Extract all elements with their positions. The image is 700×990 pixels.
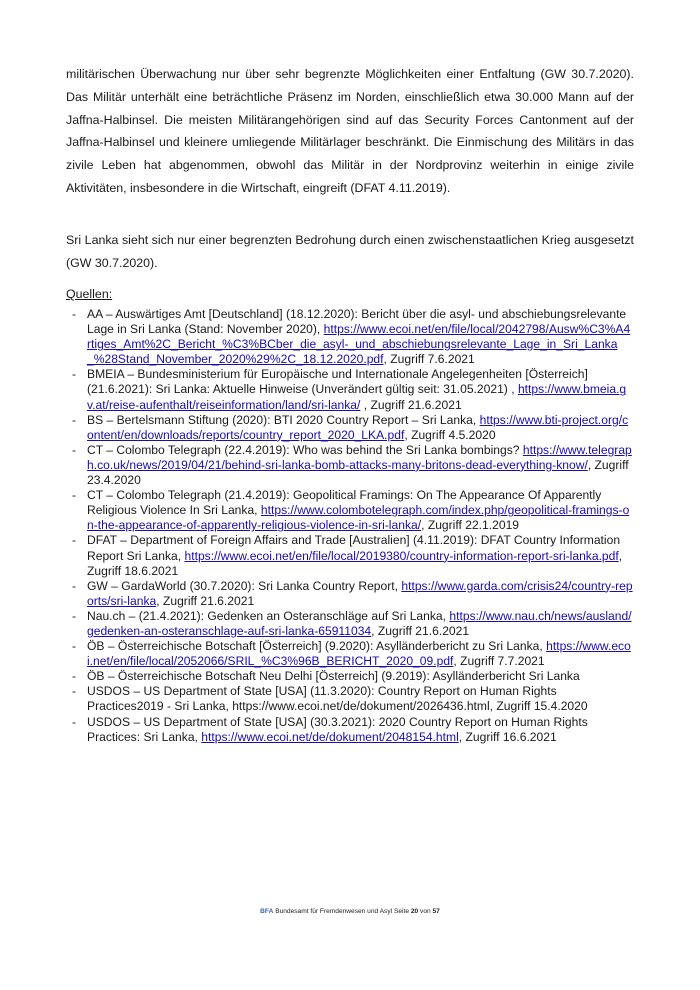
source-text: ÖB – Österreichische Botschaft [Österreich] (9.2020): Asylländerbericht zu Sri Lanka, — [87, 639, 543, 654]
source-access-date: , Zugriff 7.7.2021 — [453, 654, 545, 669]
source-text: CT – Colombo Telegraph (21.4.2019): Geopolitical Framings: On The Appearance Of Apparently Religious Violence In Sri Lanka, — [87, 488, 602, 518]
source-item: - ÖB – Österreichische Botschaft [Österreich] (9.2020): Asylländerbericht zu Sri Lanka, https://www.ecoi.net/en/file/local/2052066/SRIL_%C3%96B_BERICHT_2020_09.pdf, Zugriff 7.7.2021 — [72, 639, 631, 669]
footer-page-number: 20 — [410, 908, 419, 915]
source-access-date: , Zugriff 16.6.2021 — [458, 729, 557, 744]
source-item: - Nau.ch – (21.4.2021): Gedenken an Osteranschläge auf Sri Lanka, https://www.nau.ch/news/ausland/gedenken-an-osteranschlage-auf-sri-lanka-65911034, Zugriff 21.6.2021 — [72, 608, 632, 638]
footer-page-total: 57 — [432, 908, 440, 915]
source-access-date: , Zugriff 22.1.2019 — [421, 518, 520, 533]
source-text: ÖB – Österreichische Botschaft Neu Delhi [Österreich] (9.2019): Asylländerbericht Sri Lanka — [87, 669, 580, 684]
source-link[interactable]: https://www.ecoi.net/en/file/local/2019380/country-information-report-sri-lanka.pdf — [184, 548, 619, 563]
source-access-date: , Zugriff 18.6.2021 — [87, 548, 623, 578]
sources-list — [66, 307, 634, 745]
bfa-logo: BFA — [260, 908, 274, 915]
footer-org: Bundesamt für Fremdenwesen und Asyl — [275, 908, 393, 915]
page-footer — [0, 908, 700, 915]
source-link[interactable]: https://www.bti-project.org/content/en/downloads/reports/country_report_2020_LKA.pdf — [87, 412, 629, 442]
source-link[interactable]: https://www.ecoi.net/de/dokument/2048154.html — [201, 729, 459, 744]
source-link[interactable]: https://www.nau.ch/news/ausland/gedenken-an-osteranschlage-auf-sri-lanka-65911034 — [87, 608, 632, 638]
source-text: USDOS – US Department of State [USA] (11.3.2020): Country Report on Human Rights Practices2019 - Sri Lanka, https://www.ecoi.net/de/dokument/2026436.html, Zugriff 15.4.2020 — [87, 684, 588, 714]
source-access-date: , Zugriff 4.5.2020 — [404, 427, 496, 442]
source-item: - CT – Colombo Telegraph (22.4.2019): Who was behind the Sri Lanka bombings? https://www.telegraph.co.uk/news/2019/04/21/behind-sri-lanka-bomb-attacks-many-britons-dead-everything-know/, Zugriff 23.4.2020 — [72, 442, 632, 488]
source-link[interactable]: https://www.ecoi.net/en/file/local/2042798/Ausw%C3%A4rtiges_Amt%2C_Bericht_%C3%BCber_die_asyl-_und_abschiebungsrelevante_Lage_in_Sri_Lanka_%28Stand_November_2020%29%2C_18.12.2020.pdf — [87, 322, 631, 367]
source-access-date: , Zugriff 21.6.2021 — [156, 593, 255, 608]
source-text: BMEIA – Bundesministerium für Europäische und Internationale Angelegenheiten [Österreich] (21.6.2021): Sri Lanka: Aktuelle Hinweise (Unverändert gültig seit: 31.05.2021) , — [87, 367, 588, 397]
source-link[interactable]: https://www.garda.com/crisis24/country-reports/sri-lanka — [87, 578, 633, 608]
body-paragraph: militärischen Überwachung nur über sehr begrenzte Möglichkeiten einer Entfaltung (GW 30.7.2020). Das Militär unterhält eine beträchtliche Präsenz im Norden, einschließlich etwa 30.000 Mann auf der Jaffna-Halbinsel. Die meisten Militärangehörigen sind auf das Security Forces Cantonment auf der Jaffna-Halbinsel und kleinere umliegende Militärlager beschränkt. Die Einmischung des Militärs in das zivile Leben hat abgenommen, obwohl das Militär in der Nordprovinz weiterhin in einige zivile Aktivitäten, insbesondere in die Wirtschaft, eingreift (DFAT 4.11.2019). — [66, 67, 634, 195]
source-access-date: , Zugriff 21.6.2021 — [371, 623, 470, 638]
source-text: CT – Colombo Telegraph (22.4.2019): Who was behind the Sri Lanka bombings? — [87, 442, 520, 457]
source-item: - CT – Colombo Telegraph (21.4.2019): Geopolitical Framings: On The Appearance Of Apparently Religious Violence In Sri Lanka, https://www.colombotelegraph.com/index.php/geopolitical-framings-on-the-appearance-of-apparently-religious-violence-in-sri-lanka/, Zugriff 22.1.2019 — [72, 488, 630, 533]
source-text: USDOS – US Department of State [USA] (30.3.2021): 2020 Country Report on Human Rights Practices: Sri Lanka, — [87, 714, 588, 744]
source-link[interactable]: https://www.telegraph.co.uk/news/2019/04/21/behind-sri-lanka-bomb-attacks-many-britons-dead-everything-know/ — [87, 442, 632, 472]
source-link[interactable]: https://www.bmeia.gv.at/reise-aufenthalt/reiseinformation/land/sri-lanka/ — [87, 382, 627, 412]
source-access-date: , Zugriff 7.6.2021 — [383, 352, 475, 367]
source-item: - BMEIA – Bundesministerium für Europäische und Internationale Angelegenheiten [Österreich] (21.6.2021): Sri Lanka: Aktuelle Hinweise (Unverändert gültig seit: 31.05.2021) , https://www.bmeia.gv.at/reise-aufenthalt/reiseinformation/land/sri-lanka/ , Zugriff 21.6.2021 — [72, 367, 627, 412]
source-link[interactable]: https://www.colombotelegraph.com/index.php/geopolitical-framings-on-the-appearance-of-apparently-religious-violence-in-sri-lanka/ — [87, 503, 630, 533]
body-paragraph: Sri Lanka sieht sich nur einer begrenzten Bedrohung durch einen zwischenstaatlichen Krieg ausgesetzt (GW 30.7.2020). — [66, 233, 634, 270]
source-item: - ÖB – Österreichische Botschaft Neu Delhi [Österreich] (9.2019): Asylländerbericht Sri Lanka — [72, 669, 580, 684]
footer-page-label: Seite — [393, 908, 409, 915]
source-item: - USDOS – US Department of State [USA] (11.3.2020): Country Report on Human Rights Practices2019 - Sri Lanka, https://www.ecoi.net/de/dokument/2026436.html, Zugriff 15.4.2020 — [72, 684, 588, 714]
source-item: - DFAT – Department of Foreign Affairs and Trade [Australien] (4.11.2019): DFAT Country Information Report Sri Lanka, https://www.ecoi.net/en/file/local/2019380/country-information-report-sri-lanka.pdf, Zugriff 18.6.2021 — [72, 533, 623, 578]
source-text: DFAT – Department of Foreign Affairs and Trade [Australien] (4.11.2019): DFAT Country Information Report Sri Lanka, — [87, 533, 621, 563]
source-link[interactable]: https://www.ecoi.net/en/file/local/2052066/SRIL_%C3%96B_BERICHT_2020_09.pdf — [87, 639, 631, 669]
source-access-date: , Zugriff 21.6.2021 — [360, 397, 462, 412]
source-item: - AA – Auswärtiges Amt [Deutschland] (18.12.2020): Bericht über die asyl- und abschiebungsrelevante Lage in Sri Lanka (Stand: November 2020), https://www.ecoi.net/en/file/local/2042798/Ausw%C3%A4rtiges_Amt%2C_Bericht_%C3%BCber_die_asyl-_und_abschiebungsrelevante_Lage_in_Sri_Lanka_%28Stand_November_2020%29%2C_18.12.2020.pdf, Zugriff 7.6.2021 — [72, 307, 631, 367]
footer-of: von — [420, 908, 431, 915]
source-item: - BS – Bertelsmann Stiftung (2020): BTI 2020 Country Report – Sri Lanka, https://www.bti-project.org/content/en/downloads/reports/country_report_2020_LKA.pdf, Zugriff 4.5.2020 — [72, 412, 629, 442]
source-text: AA – Auswärtiges Amt [Deutschland] (18.12.2020): Bericht über die asyl- und abschiebungsrelevante Lage in Sri Lanka (Stand: November 2020), — [87, 307, 627, 337]
sources-heading: Quellen: — [66, 287, 113, 301]
source-access-date: , Zugriff 23.4.2020 — [87, 457, 629, 488]
source-item: - GW – GardaWorld (30.7.2020): Sri Lanka Country Report, https://www.garda.com/crisis24/country-reports/sri-lanka, Zugriff 21.6.2021 — [72, 578, 633, 608]
source-text: Nau.ch – (21.4.2021): Gedenken an Osteranschläge auf Sri Lanka, — [87, 608, 447, 623]
source-text: BS – Bertelsmann Stiftung (2020): BTI 2020 Country Report – Sri Lanka, — [87, 412, 477, 427]
source-item: - USDOS – US Department of State [USA] (30.3.2021): 2020 Country Report on Human Rights Practices: Sri Lanka, https://www.ecoi.net/de/dokument/2048154.html, Zugriff 16.6.2021 — [72, 714, 588, 744]
source-text: GW – GardaWorld (30.7.2020): Sri Lanka Country Report, — [87, 578, 398, 593]
